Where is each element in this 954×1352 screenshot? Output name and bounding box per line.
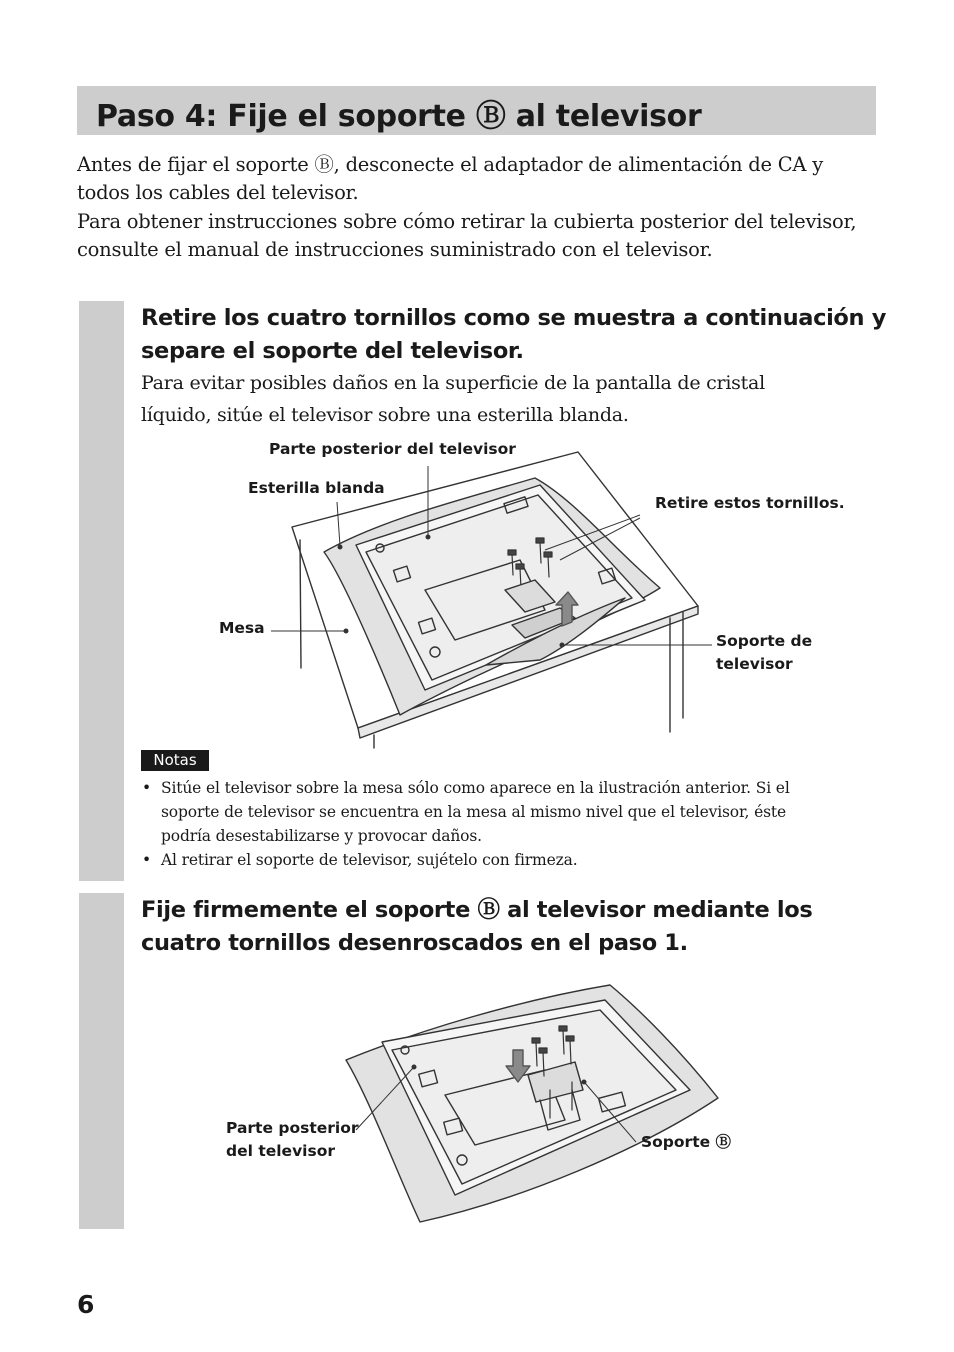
intro-line-3: Para obtener instrucciones sobre cómo retirar la cubierta posterior del televisor,	[77, 210, 857, 233]
note-1-text-3: podría desestabilizarse y provocar daños.	[161, 827, 482, 845]
intro-line-1: Antes de fijar el soporte Ⓑ, desconecte el adaptador de alimentación de CA y	[77, 153, 823, 176]
step-1-heading-line-2: separe el soporte del televisor.	[141, 338, 524, 364]
step-1-heading-line-1: Retire los cuatro tornillos como se muestra a continuación y	[141, 305, 887, 331]
intro-line-2: todos los cables del televisor.	[77, 181, 359, 204]
notes-badge: Notas	[141, 750, 209, 771]
page-number: 6	[77, 1290, 95, 1319]
note-1-text-1: Sitúe el televisor sobre la mesa sólo como aparece en la ilustración anterior. Si el	[161, 779, 790, 797]
callout-tv-back-2-line-1: Parte posterior	[226, 1119, 359, 1137]
page-title: Paso 4: Fije el soporte Ⓑ al televisor	[96, 99, 702, 134]
step-1-body-line-1: Para evitar posibles daños en la superficie de la pantalla de cristal	[141, 372, 765, 394]
intro-line-4: consulte el manual de instrucciones suministrado con el televisor.	[77, 238, 713, 261]
callout-tv-stand-line-1: Soporte de	[716, 632, 813, 650]
step-1-body-line-2: líquido, sitúe el televisor sobre una esterilla blanda.	[141, 404, 629, 426]
callout-soft-mat: Esterilla blanda	[248, 479, 385, 497]
callout-remove-screws: Retire estos tornillos.	[655, 494, 845, 512]
callout-bracket-b: Soporte Ⓑ	[641, 1133, 732, 1151]
note-2-text-1: Al retirar el soporte de televisor, sujételo con firmeza.	[161, 851, 578, 869]
callout-tv-back: Parte posterior del televisor	[269, 440, 516, 458]
callout-tv-stand-line-2: televisor	[716, 655, 793, 673]
note-1-text-2: soporte de televisor se encuentra en la mesa al mismo nivel que el televisor, éste	[161, 803, 787, 821]
note-2-bullet: •	[142, 851, 151, 869]
step-2-heading-line-2: cuatro tornillos desenroscados en el paso 1.	[141, 930, 688, 956]
note-1-bullet: •	[142, 779, 151, 797]
callout-tv-back-2-line-2: del televisor	[226, 1142, 335, 1160]
callout-table: Mesa	[219, 619, 265, 637]
step-2-heading-line-1: Fije firmemente el soporte Ⓑ al televisor mediante los	[141, 897, 813, 923]
